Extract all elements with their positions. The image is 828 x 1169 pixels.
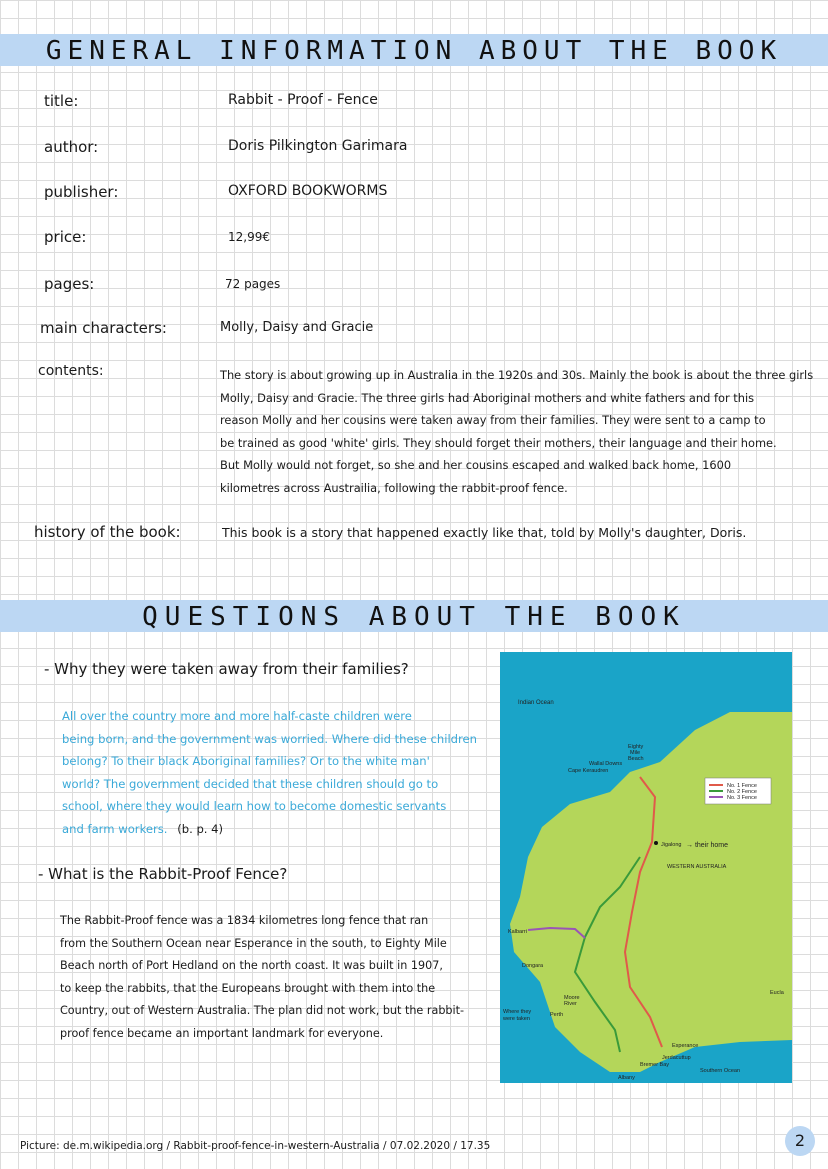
author-label: author: (44, 138, 99, 156)
map-label: WESTERN AUSTRALIA (667, 864, 727, 870)
answer-line: Beach north of Port Hedland on the north coast. It was built in 1907, (60, 959, 443, 973)
map-label: Jerdacuttup (662, 1055, 691, 1061)
map-label: Bremer Bay (640, 1062, 670, 1068)
history-label: history of the book: (34, 523, 181, 541)
section-heading: GENERAL INFORMATION ABOUT THE BOOK (45, 36, 783, 66)
title-label: title: (44, 92, 79, 110)
map-label: Eucla (770, 990, 784, 996)
map-label: Indian Ocean (518, 700, 554, 706)
legend-label-3: No. 3 Fence (727, 795, 757, 801)
contents-label: contents: (38, 363, 104, 379)
answer-line: being born, and the government was worried. Where did these children (62, 731, 478, 746)
picture-credit: Picture: de.m.wikipedia.org / Rabbit-proof-fence-in-western-Australia / 07.02.2020 / 17.35 (20, 1140, 491, 1152)
answer-line: The Rabbit-Proof fence was a 1834 kilometres long fence that ran (60, 914, 429, 927)
contents-line: be trained as good 'white' girls. They should forget their mothers, their language and their home. (220, 435, 777, 450)
answer-line: Country, out of Western Australia. The plan did not work, but the rabbit- (60, 1004, 465, 1018)
contents-line: But Molly would not forget, so she and her cousins escaped and walked back home, 1600 (220, 458, 732, 473)
book-reference: (b. p. 4) (177, 821, 224, 836)
pages-value: 72 pages (225, 277, 281, 291)
question-2: - What is the Rabbit-Proof Fence? (38, 865, 288, 883)
title-value: Rabbit - Proof - Fence (228, 92, 378, 108)
map-label: Southern Ocean (700, 1068, 741, 1074)
map-annotation: → their home (686, 842, 729, 849)
answer-line (62, 818, 482, 841)
map-label: Wallal Downs (589, 761, 623, 767)
answer-line: school, where they would learn how to become domestic servants (62, 799, 447, 814)
author-value: Doris Pilkington Garimara (228, 138, 408, 154)
map-label: River (564, 1001, 577, 1007)
publisher-value: OXFORD BOOKWORMS (228, 183, 388, 199)
contents-paragraph (220, 364, 820, 500)
contents-line: reason Molly and her cousins were taken away from their families. They were sent to a camp to (220, 413, 766, 428)
jigalong-marker (654, 841, 658, 845)
map-label: Mile (630, 750, 641, 756)
price-label: price: (44, 228, 87, 246)
answer-line: to keep the rabbits, that the Europeans brought with them into the (60, 981, 436, 995)
map-label: Esperance (672, 1043, 699, 1049)
map-label: Jigalong (661, 842, 682, 848)
map-label: Cape Keraudren (568, 768, 609, 774)
map-label: Beach (628, 756, 644, 762)
contents-line: The story is about growing up in Australia in the 1920s and 30s. Mainly the book is about the three girls (220, 368, 814, 382)
map-label: Perth (550, 1012, 564, 1018)
answer-2 (60, 910, 490, 1046)
answer-line: belong? To their black Aboriginal families? Or to the white man' (62, 754, 430, 769)
question-1: - Why they were taken away from their families? (44, 660, 409, 678)
history-value: This book is a story that happened exactly like that, told by Molly's daughter, Doris. (222, 525, 747, 540)
map-label: Albany (618, 1075, 635, 1081)
answer-line-text: and farm workers. (62, 821, 168, 836)
map-label: Moore (564, 995, 580, 1001)
contents-line: kilometres across Austrailia, following the rabbit-proof fence. (220, 480, 568, 495)
answer-line: All over the country more and more half-caste children were (62, 709, 412, 723)
publisher-label: publisher: (44, 183, 119, 201)
pages-label: pages: (44, 275, 95, 293)
map-annotation: Where they (503, 1009, 532, 1015)
map-label: Dongara (522, 963, 544, 969)
rabbit-proof-fence-map (500, 652, 792, 1083)
map-label: Eighty (628, 744, 644, 750)
section-heading: QUESTIONS ABOUT THE BOOK (142, 602, 686, 632)
map-annotation: were taken (503, 1016, 530, 1022)
page-number: 2 (785, 1126, 815, 1156)
answer-line: world? The government decided that these children should go to (62, 776, 439, 791)
answer-line: proof fence became an important landmark for everyone. (60, 1026, 384, 1040)
main-characters-label: main characters: (40, 319, 167, 337)
answer-1 (62, 705, 482, 841)
main-characters-value: Molly, Daisy and Gracie (220, 320, 374, 335)
price-value: 12,99€ (228, 230, 270, 244)
map-label: Kalbarri (508, 929, 527, 935)
answer-line: from the Southern Ocean near Esperance in the south, to Eighty Mile (60, 936, 447, 950)
legend-label-1: No. 1 Fence (727, 783, 757, 789)
legend-label-2: No. 2 Fence (727, 789, 757, 795)
contents-line: Molly, Daisy and Gracie. The three girls had Aboriginal mothers and white fathers and for this (220, 390, 755, 405)
